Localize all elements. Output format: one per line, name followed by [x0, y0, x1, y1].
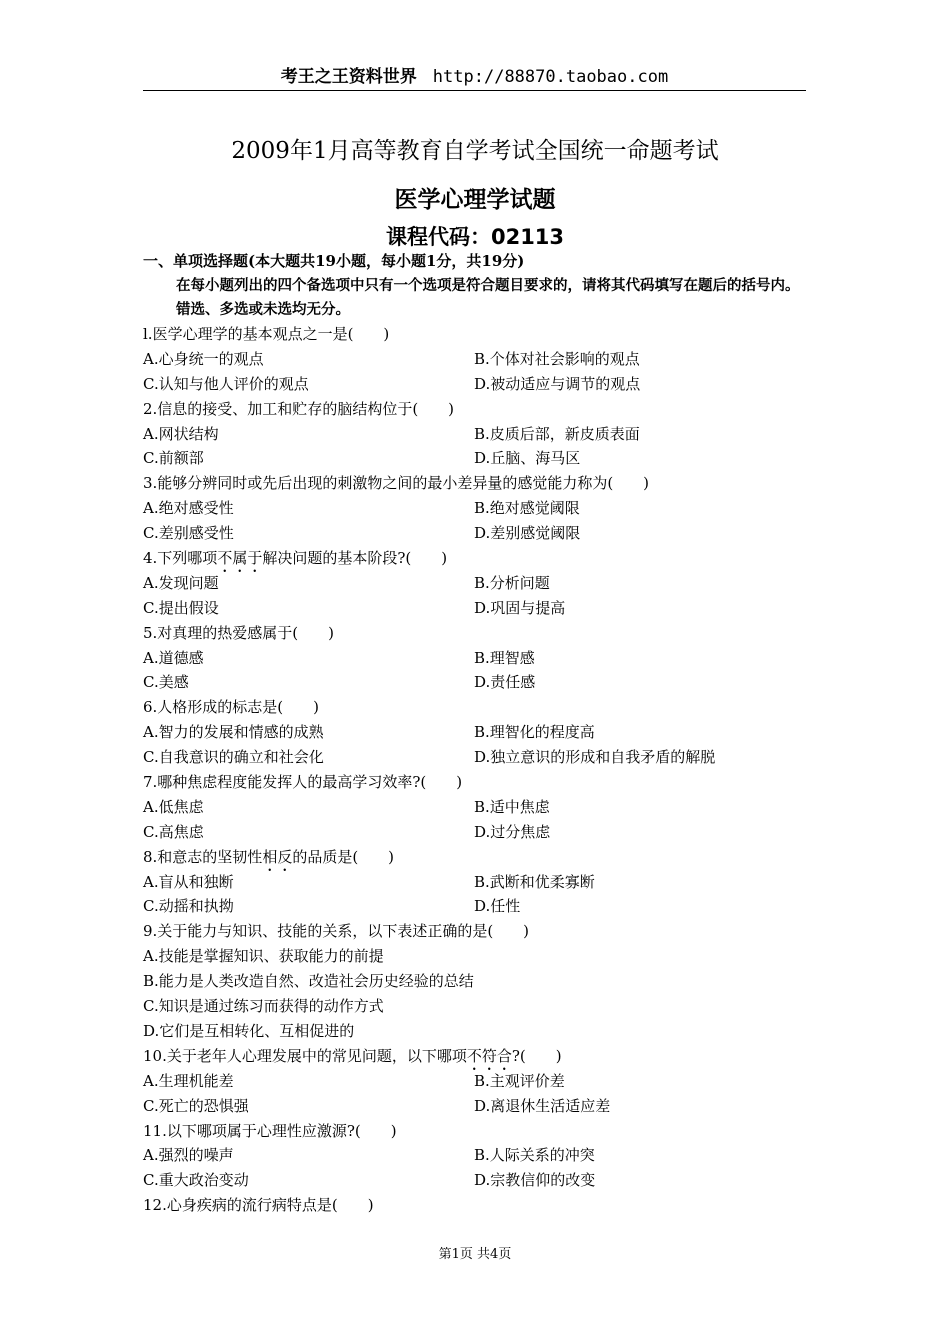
option-row: [143, 720, 813, 745]
answer-option: C.高焦虑: [143, 822, 204, 841]
answer-option: A.绝对感受性: [143, 499, 234, 518]
answer-option: D.离退休生活适应差: [474, 1096, 611, 1115]
stem-text: 4.下列哪项: [143, 549, 218, 568]
option-row: [143, 795, 813, 820]
answer-option: B.理智感: [474, 648, 535, 667]
answer-option: D.它们是互相转化、互相促进的: [143, 1021, 355, 1040]
answer-option: D.过分焦虑: [474, 822, 551, 841]
option-row: [143, 446, 813, 471]
answer-option: B.皮质后部，新皮质表面: [474, 424, 640, 443]
stem-text: 12.心身疾病的流行病特点是( ): [143, 1196, 374, 1215]
option-row: [143, 372, 813, 397]
answer-option: A.强烈的噪声: [143, 1146, 234, 1165]
question-list: [143, 322, 813, 1218]
answer-option: A.低焦虑: [143, 797, 204, 816]
stem-text: 7.哪种焦虑程度能发挥人的最高学习效率?( ): [143, 773, 463, 792]
option-row: [143, 347, 813, 372]
exam-title: 2009年1月高等教育自学考试全国统一命题考试: [231, 138, 719, 164]
course-code: 课程代码：02113: [385, 225, 565, 249]
option-row: [143, 571, 813, 596]
answer-option: B.武断和优柔寡断: [474, 872, 595, 891]
question-stem: [143, 1044, 813, 1069]
option-row: [143, 745, 813, 770]
answer-option: D.差别感觉阈限: [474, 524, 581, 543]
option-row: [143, 496, 813, 521]
answer-option: C.认知与他人评价的观点: [143, 374, 309, 393]
answer-option: A.道德感: [143, 648, 204, 667]
answer-option: A.心身统一的观点: [143, 349, 264, 368]
emphasis-text: 不属于: [217, 549, 263, 568]
answer-option: B.个体对社会影响的观点: [474, 349, 640, 368]
answer-option: A.发现问题: [143, 573, 219, 592]
stem-text: 11.以下哪项属于心理性应激源?( ): [143, 1121, 397, 1140]
answer-option: B.主观评价差: [474, 1071, 565, 1090]
answer-option: C.动摇和执拗: [143, 897, 234, 916]
question-stem: [143, 695, 813, 720]
answer-option: D.丘脑、海马区: [474, 449, 581, 468]
answer-option: D.巩固与提高: [474, 598, 566, 617]
answer-option: B.分析问题: [474, 573, 550, 592]
option-row: [143, 646, 813, 671]
section-instruction: 在每小题列出的四个备选项中只有一个选项是符合题目要求的，请将其代码填写在题后的括号内。错选、多选或未选均无分。: [176, 278, 800, 318]
stem-text: 的品质是( ): [292, 847, 395, 866]
answer-option: D.任性: [474, 897, 521, 916]
answer-option: C.死亡的恐惧强: [143, 1096, 249, 1115]
question-stem: [143, 919, 813, 944]
answer-option: A.技能是掌握知识、获取能力的前提: [143, 947, 384, 966]
option-row: [143, 1143, 813, 1168]
stem-text: 3.能够分辨同时或先后出现的刺激物之间的最小差异量的感觉能力称为( ): [143, 474, 650, 493]
answer-option: A.智力的发展和情感的成熟: [143, 723, 324, 742]
question-stem: [143, 471, 813, 496]
answer-option: D.责任感: [474, 673, 536, 692]
answer-option: C.知识是通过练习而获得的动作方式: [143, 997, 384, 1016]
question-stem: [143, 322, 813, 347]
answer-option: C.重大政治变动: [143, 1171, 249, 1190]
answer-option: B.绝对感觉阈限: [474, 499, 580, 518]
question-stem: [143, 1119, 813, 1144]
answer-option: C.美感: [143, 673, 189, 692]
option-row: [143, 1168, 813, 1193]
answer-option: C.自我意识的确立和社会化: [143, 748, 324, 767]
option-row: [143, 1094, 813, 1119]
option-row: [143, 422, 813, 447]
option-row: [143, 521, 813, 546]
stem-text: 5.对真理的热爱感属于( ): [143, 623, 335, 642]
answer-option: C.差别感受性: [143, 524, 234, 543]
emphasis-text: 相反: [262, 847, 293, 866]
question-stem: [143, 546, 813, 571]
stem-text: ?( ): [511, 1046, 562, 1065]
answer-option: C.提出假设: [143, 598, 219, 617]
answer-option: B.人际关系的冲突: [474, 1146, 595, 1165]
option-row: [143, 870, 813, 895]
page-header: [143, 64, 806, 91]
answer-option: B.适中焦虑: [474, 797, 550, 816]
question-stem: [143, 770, 813, 795]
answer-option: D.宗教信仰的改变: [474, 1171, 596, 1190]
answer-option: C.前额部: [143, 449, 204, 468]
page-footer: 第1页 共4页: [438, 1247, 512, 1262]
stem-text: 10.关于老年人心理发展中的常见问题，以下哪项: [143, 1046, 467, 1065]
stem-text: 9.关于能力与知识、技能的关系，以下表述正确的是( ): [143, 922, 530, 941]
stem-text: l.医学心理学的基本观点之一是( ): [143, 325, 390, 343]
option-row: [143, 1069, 813, 1094]
option-row: [143, 670, 813, 695]
header-site-name: 考王之王资料世界: [280, 67, 417, 87]
header-url[interactable]: http://88870.taobao.com: [432, 67, 669, 87]
stem-text: 解决问题的基本阶段?( ): [262, 549, 448, 568]
answer-option: A.生理机能差: [143, 1071, 234, 1090]
stem-text: 8.和意志的坚韧性: [143, 847, 263, 866]
subject-title: 医学心理学试题: [394, 187, 556, 213]
stem-text: 2.信息的接受、加工和贮存的脑结构位于( ): [143, 399, 455, 418]
question-stem: [143, 1193, 813, 1218]
answer-option: D.独立意识的形成和自我矛盾的解脱: [474, 748, 716, 767]
option-row: [143, 596, 813, 621]
stem-text: 6.人格形成的标志是( ): [143, 698, 320, 717]
emphasis-text: 不符合: [466, 1046, 512, 1065]
answer-option: B.能力是人类改造自然、改造社会历史经验的总结: [143, 972, 474, 991]
answer-option: B.理智化的程度高: [474, 723, 595, 742]
section-heading: 一、单项选择题(本大题共19小题，每小题1分，共19分): [143, 252, 525, 270]
question-stem: [143, 621, 813, 646]
option-row: [143, 894, 813, 919]
answer-option: A.盲从和独断: [143, 872, 234, 891]
answer-option: A.网状结构: [143, 424, 219, 443]
question-stem: [143, 397, 813, 422]
question-stem: [143, 845, 813, 870]
option-row: [143, 820, 813, 845]
answer-option: D.被动适应与调节的观点: [474, 374, 641, 393]
